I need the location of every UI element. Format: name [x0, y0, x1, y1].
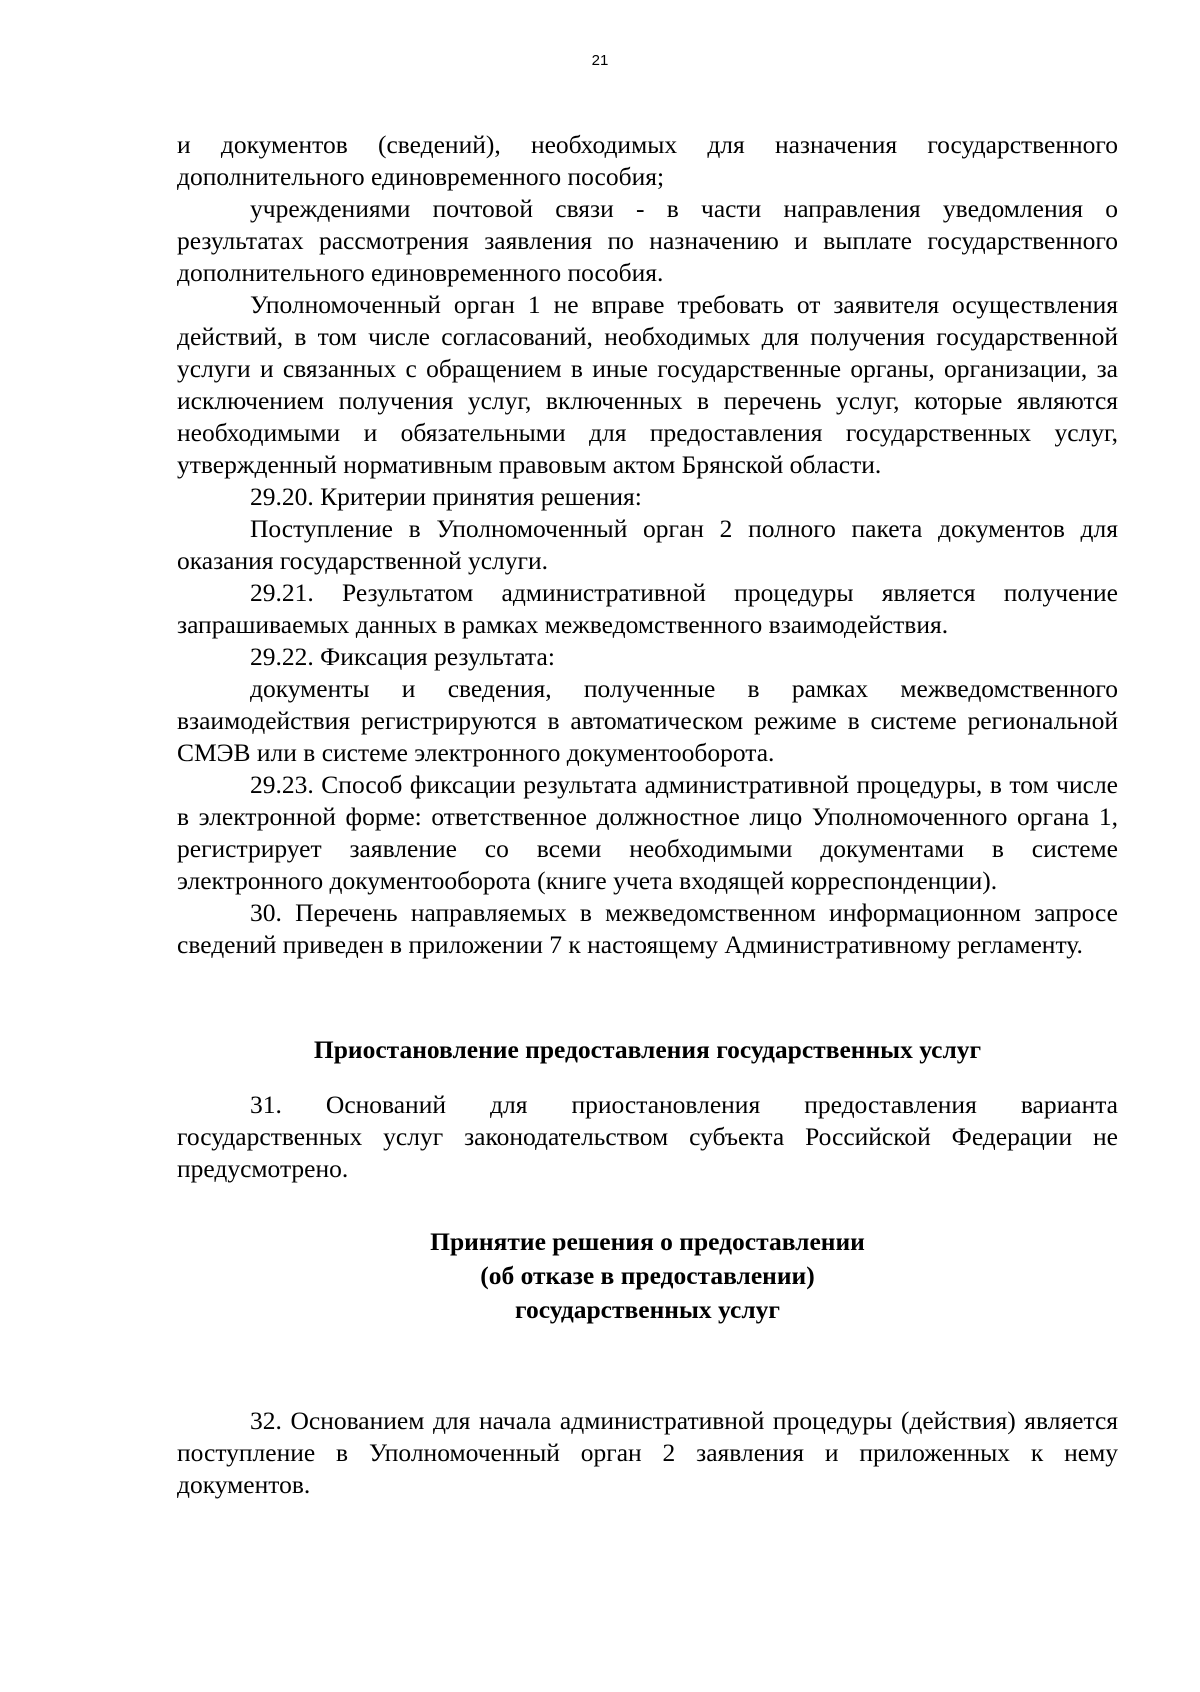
paragraph: 30. Перечень направляемых в межведомственном информационном запросе сведений приведен в приложении 7 к настоящему Административному регламенту. — [177, 898, 1118, 959]
heading-line: Принятие решения о предоставлении — [430, 1227, 865, 1256]
paragraph: учреждениями почтовой связи - в части направления уведомления о результатах рассмотрения заявления по назначению и выплате государственного дополнительного единовременного пособия. — [177, 194, 1118, 287]
section-heading-decision — [177, 1225, 1118, 1327]
paragraph-32: 32. Основанием для начала административной процедуры (действия) является поступление в Уполномоченный орган 2 заявления и приложенных к нему документов. — [177, 1406, 1118, 1499]
paragraph: 29.22. Фиксация результата: — [250, 642, 555, 671]
paragraph: Уполномоченный орган 1 не вправе требовать от заявителя осуществления действий, в том числе согласований, необходимых для получения государственной услуги и связанных с обращением в иные государственные органы, организации, за исключением получения услуг, включенных в перечень услуг, которые являются необходимыми и обязательными для предоставления государственных услуг, утвержденный нормативным правовым актом Брянской области. — [177, 290, 1118, 479]
paragraph: 29.21. Результатом административной процедуры является получение запрашиваемых данных в рамках межведомственного взаимодействия. — [177, 578, 1118, 639]
paragraph: 29.23. Способ фиксации результата административной процедуры, в том числе в электронной форме: ответственное должностное лицо Уполномоченного органа 1, регистрирует заявление со всеми необходимыми документами в системе электронного документооборота (книге учета входящей корреспонденции). — [177, 770, 1118, 895]
section-heading-suspension: Приостановление предоставления государственных услуг — [313, 1035, 982, 1064]
paragraph: 29.20. Критерии принятия решения: — [250, 482, 642, 511]
paragraph: Поступление в Уполномоченный орган 2 полного пакета документов для оказания государственной услуги. — [177, 514, 1118, 575]
page-number: 21 — [591, 52, 609, 69]
heading-line: государственных услуг — [515, 1295, 780, 1324]
paragraph: документы и сведения, полученные в рамках межведомственного взаимодействия регистрируются в автоматическом режиме в системе региональной СМЭВ или в системе электронного документооборота. — [177, 674, 1118, 767]
document-body — [177, 129, 1118, 1501]
paragraph-31: 31. Оснований для приостановления предоставления варианта государственных услуг законодательством субъекта Российской Федерации не предусмотрено. — [177, 1090, 1118, 1183]
paragraph: и документов (сведений), необходимых для назначения государственного дополнительного единовременного пособия; — [177, 130, 1118, 191]
heading-line: (об отказе в предоставлении) — [480, 1261, 815, 1290]
